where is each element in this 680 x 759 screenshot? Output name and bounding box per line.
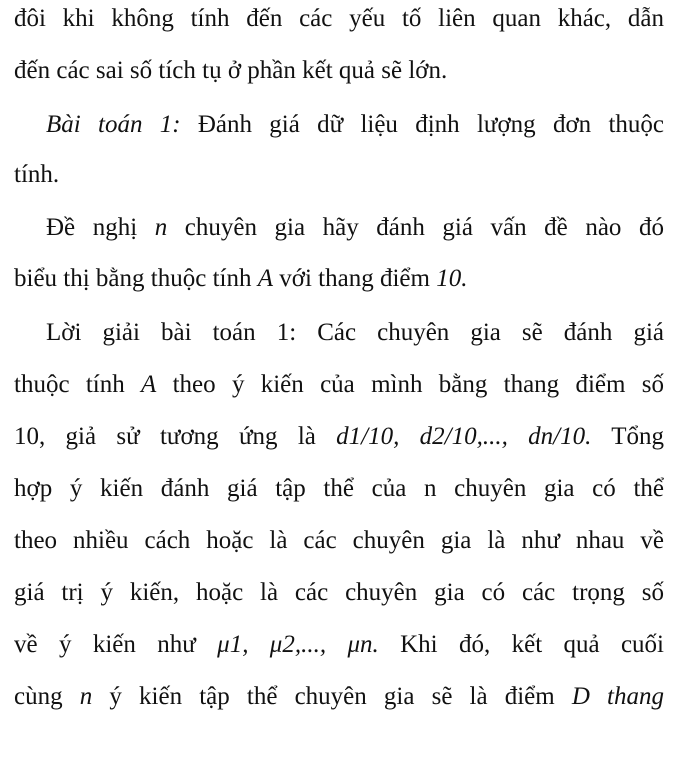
problem-label: Bài toán 1: <box>46 111 181 138</box>
paragraph-line: Lời giải bài toán 1: Các chuyên gia sẽ đánh giá <box>46 319 664 346</box>
text-run: theo ý kiến của mình bằng thang điểm số <box>156 371 664 398</box>
paragraph-line <box>14 682 664 712</box>
paragraph-line: hợp ý kiến đánh giá tập thể của n chuyên gia có thể <box>14 475 664 502</box>
text-run: cùng <box>14 683 80 710</box>
paragraph-line <box>46 213 664 243</box>
weights: μ1, μ2,..., μn. <box>217 631 379 658</box>
problem-heading-line <box>46 110 664 140</box>
text-run: ý kiến tập thể chuyên gia sẽ là điểm <box>92 683 572 710</box>
paragraph-line <box>14 370 664 400</box>
text-run: Tổng <box>591 423 664 450</box>
paragraph-line: đến các sai số tích tụ ở phần kết quả sẽ lớn. <box>14 57 448 84</box>
problem-title: Đánh giá dữ liệu định lượng đơn thuộc <box>180 111 664 138</box>
text-run: biểu thị bằng thuộc tính <box>14 265 258 292</box>
variable-A: A <box>257 265 273 292</box>
text-run: về ý kiến như <box>14 631 218 658</box>
text-run: Khi đó, kết quả cuối <box>378 631 664 658</box>
variable-D: D thang <box>571 683 664 710</box>
scale-value: 10. <box>436 265 468 292</box>
paragraph-line <box>14 422 664 452</box>
paragraph-line: giá trị ý kiến, hoặc là các chuyên gia có các trọng số <box>14 579 664 606</box>
text-run: với thang điểm <box>273 265 437 292</box>
variable-n: n <box>154 214 168 241</box>
paragraph-line <box>14 264 467 294</box>
text-run: Đề nghị <box>46 214 155 241</box>
paragraph-line <box>14 630 664 660</box>
score-values: d1/10, d2/10,..., dn/10. <box>336 423 592 450</box>
paragraph-line: đôi khi không tính đến các yếu tố liên quan khác, dẫn <box>14 5 664 32</box>
paragraph-line: tính. <box>14 161 60 188</box>
variable-n: n <box>79 683 93 710</box>
text-run: thuộc tính <box>14 371 142 398</box>
text-run: 10, giả sử tương ứng là <box>14 423 337 450</box>
text-run: chuyên gia hãy đánh giá vấn đề nào đó <box>167 214 664 241</box>
variable-A: A <box>141 371 157 398</box>
paragraph-line: theo nhiều cách hoặc là các chuyên gia là như nhau về <box>14 527 664 554</box>
